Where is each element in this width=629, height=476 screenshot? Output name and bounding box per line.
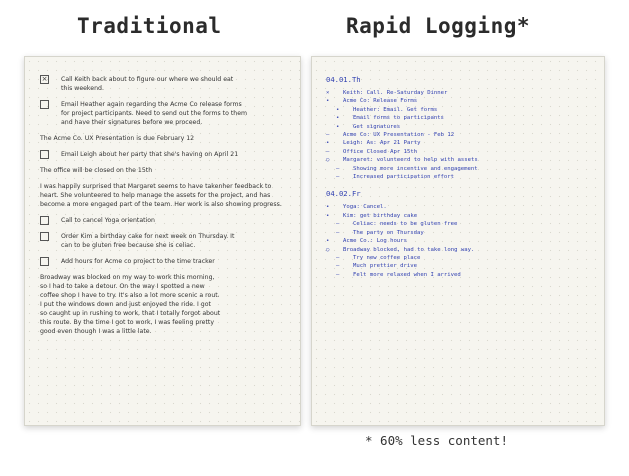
log-entry-text: Get signatures xyxy=(353,123,401,130)
log-entry xyxy=(326,237,596,245)
log-entry xyxy=(326,220,596,228)
task-text: Call Keith back about to figure our where we should eat this weekend. xyxy=(61,76,234,92)
task-text: Email Heather again regarding the Acme Co release forms for project participants. Need to send out the forms to them and have their signatures before we proceed. xyxy=(61,101,248,126)
checkbox-checked-icon xyxy=(40,75,49,84)
task-text: Call to cancel Yoga orientation xyxy=(61,217,155,224)
log-entry-text: Celiac: needs to be gluten free xyxy=(353,221,458,228)
log-entry xyxy=(326,148,596,156)
checkbox-icon xyxy=(40,150,49,159)
log-entry xyxy=(326,123,596,131)
bullet-icon: ○ xyxy=(326,157,330,164)
heading-traditional: Traditional xyxy=(77,14,222,38)
log-entry-text: Keith: Call. Re-Saturday Dinner xyxy=(343,90,448,96)
task-item xyxy=(40,216,292,225)
log-entry xyxy=(326,97,596,105)
bullet-icon: • xyxy=(326,204,330,211)
traditional-notebook-page xyxy=(24,56,301,426)
log-date: 04.02.Fr xyxy=(326,189,361,199)
log-entry-text: Yoga: Cancel. xyxy=(343,204,387,211)
heading-rapid-logging-text: Rapid Logging xyxy=(346,14,517,38)
log-entry xyxy=(326,262,596,270)
bullet-icon: • xyxy=(336,115,340,122)
checkbox-icon xyxy=(40,257,49,266)
log-entry xyxy=(326,106,596,114)
task-text: Email Leigh about her party that she's having on April 21 xyxy=(61,151,239,158)
log-entry-text: Office Closed Apr 15th xyxy=(343,148,418,155)
task-item xyxy=(40,75,292,93)
task-item xyxy=(40,150,292,159)
log-entry xyxy=(326,229,596,237)
log-entry xyxy=(326,271,596,279)
rapid-logging-notebook-page xyxy=(311,56,605,426)
task-item xyxy=(40,232,292,250)
rapid-log-entries xyxy=(326,75,596,279)
log-entry-text: Margaret: volunteerd to help with assets xyxy=(343,157,478,164)
task-text: Add hours for Acme co project to the time tracker xyxy=(61,258,215,265)
log-date: 04.01.Th xyxy=(326,75,361,84)
task-item xyxy=(40,100,292,127)
log-entry xyxy=(326,246,596,254)
asterisk-mark: * xyxy=(516,14,531,38)
traditional-entries xyxy=(40,75,292,343)
bullet-icon: – xyxy=(336,165,340,172)
log-entry-text: Leigh: As: Apr 21 Party xyxy=(343,140,421,147)
log-entry-text: Felt more relaxed when I arrived xyxy=(353,271,461,278)
log-entry xyxy=(326,165,596,173)
log-entry-text: Email forms to participants xyxy=(353,115,444,122)
log-entry xyxy=(326,212,596,220)
bullet-icon: • xyxy=(336,106,340,113)
log-entry-text: Kim: get birthday cake xyxy=(343,212,418,219)
note-text: Broadway was blocked on my way to work this morning, so I had to take a detour. On the way I spotted a new coffee shop I have to try. It's also a lot more scenic a rout. I put the windows down and just enjoyed the ride. I got so caught up in rushing to work, that I totally forgot about this route. By the time I got to work, I was feeling pretty good even though I was a little late. xyxy=(40,274,221,335)
log-entry xyxy=(326,131,596,139)
bullet-icon: – xyxy=(326,148,330,155)
log-entry xyxy=(326,156,596,164)
log-entry-text: Increased participation effort xyxy=(353,174,455,181)
heading-rapid-logging xyxy=(346,14,530,38)
bullet-icon: • xyxy=(336,123,340,130)
bullet-icon: – xyxy=(336,174,340,181)
task-item xyxy=(40,257,292,266)
log-entry-text: Broadway blocked, had to take long way. xyxy=(343,246,475,253)
log-entry-text: Heather: Email. Get forms xyxy=(353,106,438,113)
log-entry-text: Acme Co: UX Presentation - Feb 12 xyxy=(343,132,455,139)
checkbox-icon xyxy=(40,100,49,109)
bullet-icon: – xyxy=(336,221,340,228)
note-text: The Acme Co. UX Presentation is due February 12 xyxy=(40,135,195,142)
log-entry xyxy=(326,203,596,211)
note-text: I was happily surprised that Margaret seems to have takenher feedback to heart. She volunteered to help manage the assets for the project, and has become a more engaged part of the team. Her work is also showing progress. xyxy=(40,183,282,208)
footnote: * 60% less content! xyxy=(365,433,508,448)
bullet-icon: • xyxy=(326,98,330,105)
log-entry xyxy=(326,254,596,262)
bullet-icon: ○ xyxy=(326,246,330,253)
checkbox-icon xyxy=(40,232,49,241)
log-entry-text: Acme Co.: Log hours xyxy=(343,238,407,245)
bullet-icon: – xyxy=(336,271,340,278)
bullet-icon: – xyxy=(336,229,340,236)
log-entry-text: Acme Co: Release Forms xyxy=(343,98,418,105)
log-entry-text: Showing more incentive and engagement xyxy=(353,165,478,172)
bullet-icon: – xyxy=(336,254,340,261)
log-entry-text: The party on Thursday xyxy=(353,229,424,236)
bullet-icon: • xyxy=(326,212,330,219)
bullet-icon: • xyxy=(326,238,330,245)
log-entry xyxy=(326,173,596,181)
bullet-icon: × xyxy=(326,90,330,96)
note-text: The office will be closed on the 15th xyxy=(40,167,153,174)
bullet-icon: – xyxy=(326,132,330,139)
checkbox-icon xyxy=(40,216,49,225)
bullet-icon: – xyxy=(336,263,340,270)
log-entry-text: Try new coffee place xyxy=(353,254,421,261)
task-text: Order Kim a birthday cake for next week on Thursday. It can to be gluten free because she is celiac. xyxy=(61,233,235,249)
log-entry-text: Much prettier drive xyxy=(353,263,417,270)
log-entry xyxy=(326,114,596,122)
log-entry xyxy=(326,139,596,147)
log-entry xyxy=(326,89,596,97)
bullet-icon: • xyxy=(326,140,330,147)
